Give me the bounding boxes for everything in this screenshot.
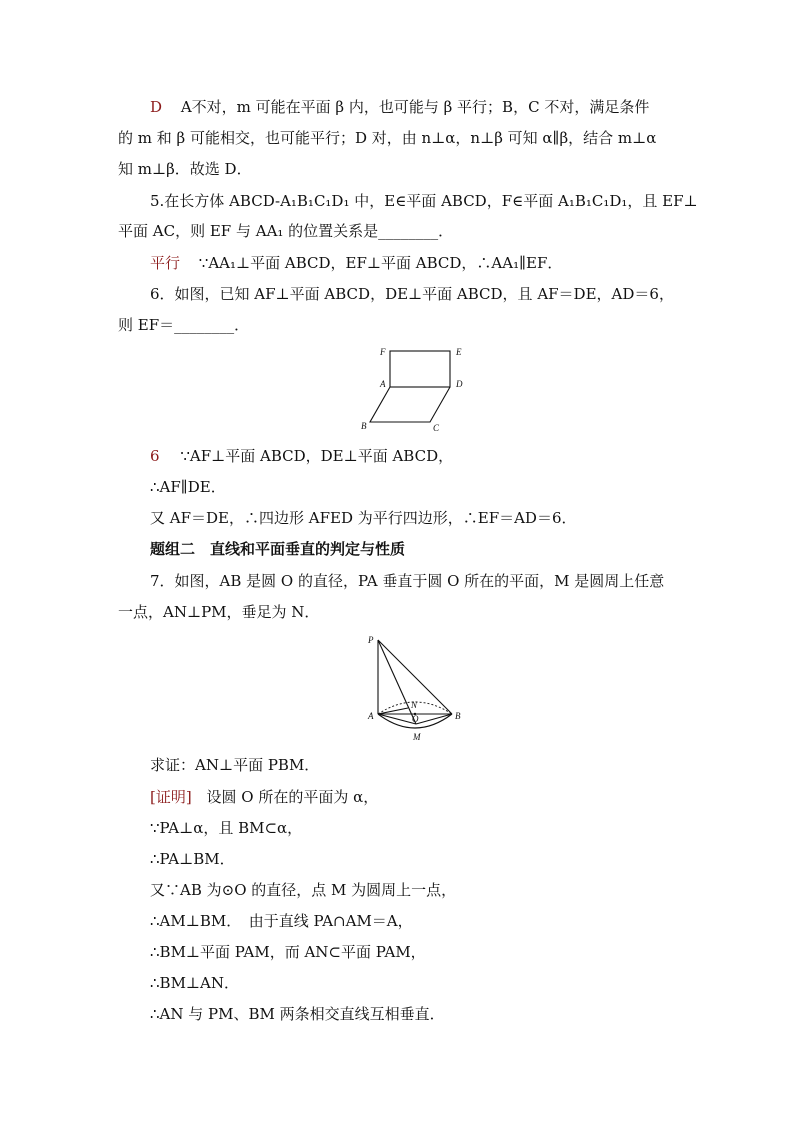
- proof-step-6: ∴BM⊥平面 PAM，而 AN⊂平面 PAM，: [150, 943, 426, 961]
- fig2-label-b: B: [455, 711, 461, 721]
- q7-line-2: 一点，AN⊥PM，垂足为 N．: [118, 603, 320, 621]
- proof-step-4: 又∵AB 为⊙O 的直径，点 M 为圆周上一点，: [150, 881, 457, 899]
- proof-step-5: ∴AM⊥BM． 由于直线 PA∩AM＝A，: [150, 912, 413, 930]
- q5-line-1: 5.在长方体 ABCD-A₁B₁C₁D₁ 中，E∈平面 ABCD，F∈平面 A₁B₁C₁D₁，且 EF⊥: [150, 192, 698, 210]
- fig2-label-o: O: [412, 714, 419, 724]
- parallelogram-abcd: [370, 387, 450, 422]
- fig2-label-a: A: [368, 711, 374, 721]
- q5-line-2: 平面 AC，则 EF 与 AA₁ 的位置关系是________．: [118, 222, 454, 240]
- line-pm: [378, 640, 416, 724]
- q4-answer-line-1: [150, 97, 649, 117]
- proof-step-3: ∴PA⊥BM．: [150, 850, 235, 868]
- fig1-label-a: A: [380, 379, 386, 389]
- q5-answer: [150, 253, 562, 273]
- q6-answer-line-2: ∴AF∥DE．: [150, 478, 226, 496]
- line-bm: [416, 714, 452, 724]
- q6-answer-line-1: [150, 446, 453, 466]
- section-title: 题组二 直线和平面垂直的判定与性质: [150, 540, 406, 558]
- fig1-label-e: E: [456, 347, 462, 357]
- q4-answer-text-1: A不对，m 可能在平面 β 内，也可能与 β 平行；B，C 不对，满足条件: [180, 98, 650, 116]
- fig2-label-n: N: [411, 700, 418, 710]
- q6-answer-value: 6: [150, 447, 160, 465]
- proof-step-8: ∴AN 与 PM、BM 两条相交直线互相垂直．: [150, 1005, 445, 1023]
- q6-answer-line-3: 又 AF＝DE，∴四边形 AFED 为平行四边形，∴EF＝AD＝6．: [150, 509, 577, 527]
- rect-afed: [390, 351, 450, 387]
- q4-answer-line-3: 知 m⊥β．故选 D．: [118, 160, 252, 178]
- q4-answer-line-2: 的 m 和 β 可能相交，也可能平行；D 对，由 n⊥α，n⊥β 可知 α∥β，结合 m⊥α: [118, 129, 657, 147]
- q5-answer-value: 平行: [150, 254, 181, 272]
- q7-line-1: 7．如图，AB 是圆 O 的直径，PA 垂直于圆 O 所在的平面，M 是圆周上任意: [150, 572, 665, 590]
- q7-goal: 求证：AN⊥平面 PBM．: [150, 756, 320, 774]
- figure-parallelogram: [361, 340, 480, 435]
- fig1-label-d: D: [456, 379, 463, 389]
- fig2-label-p: P: [368, 635, 374, 645]
- proof-tag: [证明]: [150, 788, 192, 806]
- fig1-label-c: C: [433, 423, 440, 433]
- q7-proof-line-1: [150, 787, 378, 807]
- proof-step-1: 设圆 O 所在的平面为 α，: [206, 788, 379, 806]
- line-am: [378, 714, 416, 724]
- q5-answer-text: ∵AA₁⊥平面 ABCD，EF⊥平面 ABCD，∴AA₁∥EF．: [198, 254, 563, 272]
- q6-line-2: 则 EF＝________．: [118, 316, 250, 334]
- q6-line-1: 6．如图，已知 AF⊥平面 ABCD，DE⊥平面 ABCD，且 AF＝DE，AD＝6，: [150, 285, 674, 303]
- fig1-label-f: F: [380, 347, 386, 357]
- proof-step-7: ∴BM⊥AN．: [150, 974, 239, 992]
- fig1-label-b: B: [361, 421, 367, 431]
- q4-answer-letter: D: [150, 98, 163, 116]
- fig2-label-m: M: [413, 732, 421, 742]
- q6-answer-text-1: ∵AF⊥平面 ABCD，DE⊥平面 ABCD，: [180, 447, 454, 465]
- figure-cone: [360, 628, 470, 746]
- proof-step-2: ∵PA⊥α，且 BM⊂α，: [150, 819, 303, 837]
